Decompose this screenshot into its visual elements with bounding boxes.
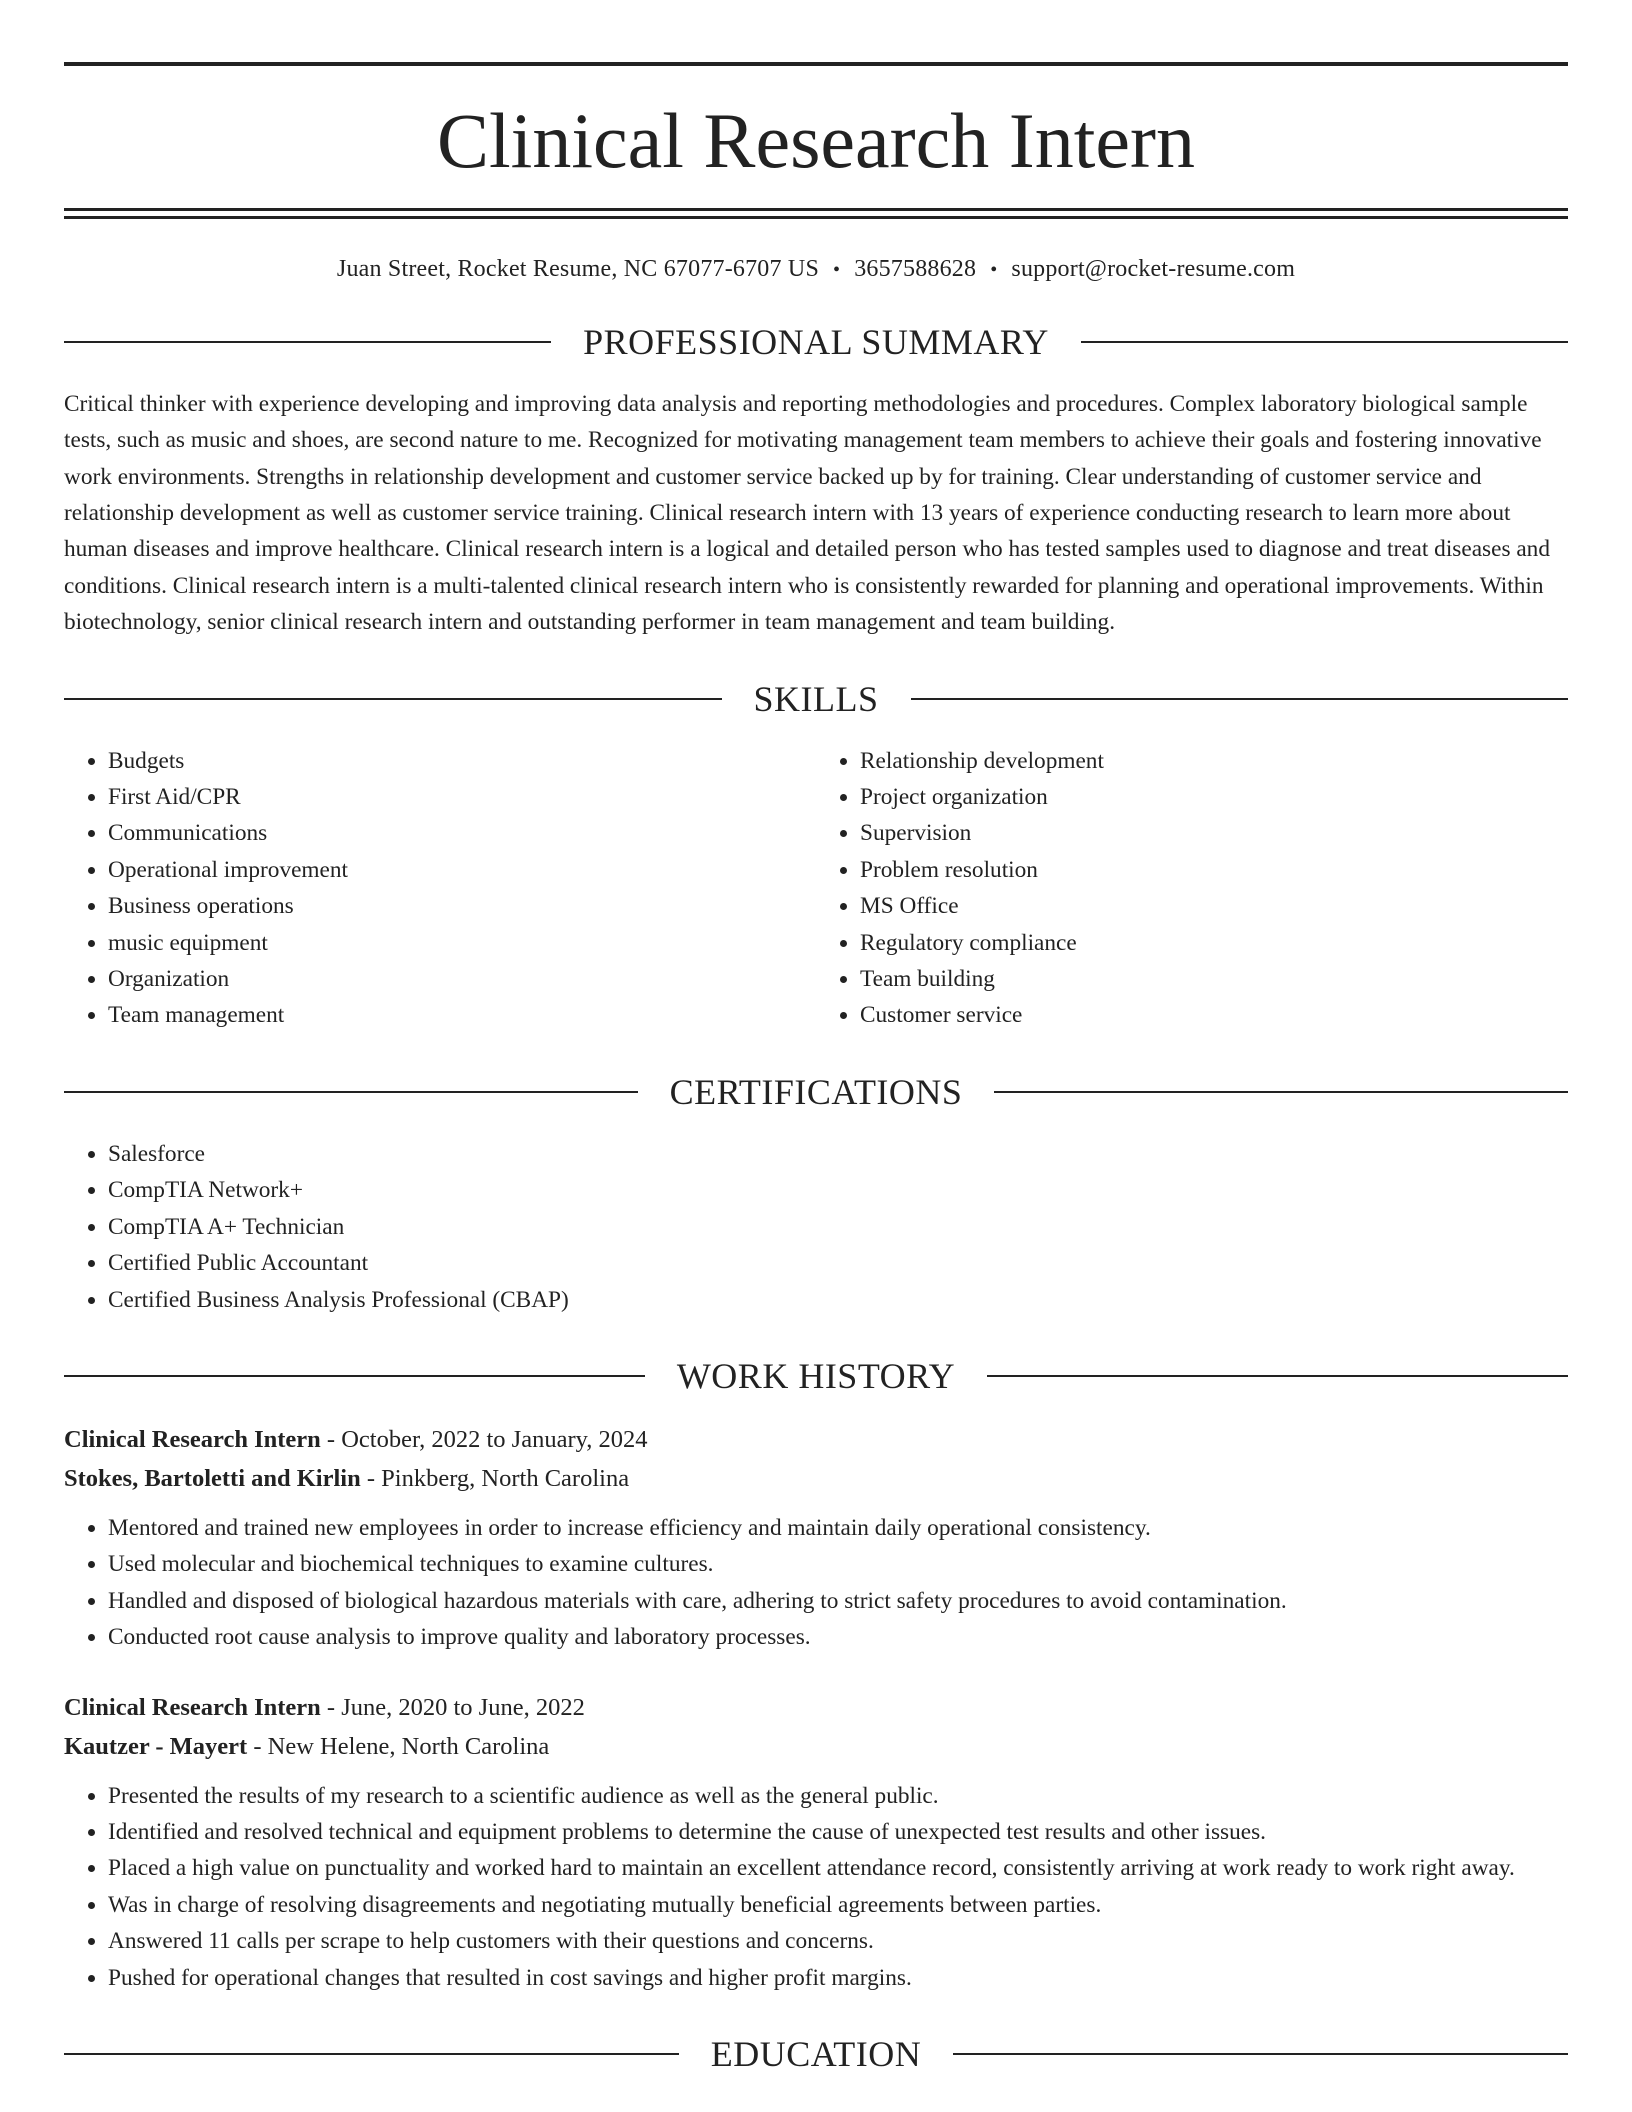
job-bullet: • Mentored and trained new employees in order to increase efficiency and maintain daily operational consistency. — [108, 1510, 1568, 1546]
skills-list-left — [64, 743, 816, 1034]
job-dates: - October, 2022 to January, 2024 — [320, 1425, 648, 1453]
job-bullet: • Answered 11 calls per scrape to help customers with their questions and concerns. — [108, 1923, 1568, 1959]
job-heading — [64, 1688, 1568, 1766]
section-rule — [64, 2053, 679, 2055]
skill-item: • Relationship development — [860, 743, 1568, 779]
job-title: Clinical Research Intern — [64, 1425, 321, 1453]
skill-item: • Team management — [108, 997, 816, 1033]
header-rule-top — [64, 62, 1568, 66]
section-header-certifications — [64, 1071, 1568, 1112]
skill-item: • Regulatory compliance — [860, 925, 1568, 961]
header-rule-double — [64, 208, 1568, 219]
job-bullets — [64, 1778, 1568, 1996]
job-company: Stokes, Bartoletti and Kirlin — [64, 1464, 361, 1492]
job-bullet: • Pushed for operational changes that resulted in cost savings and higher profit margins. — [108, 1960, 1568, 1996]
skill-item: • Supervision — [860, 815, 1568, 851]
resume-page — [64, 62, 1568, 2072]
skill-item: • Business operations — [108, 888, 816, 924]
job-company: Kautzer - Mayert — [64, 1732, 248, 1760]
section-rule — [911, 698, 1569, 700]
skill-item: • Problem resolution — [860, 852, 1568, 888]
certifications-list — [64, 1136, 1568, 1318]
section-header-education — [64, 2033, 1568, 2074]
skill-item: • MS Office — [860, 888, 1568, 924]
job-bullet: • Was in charge of resolving disagreements and negotiating mutually beneficial agreements between parties. — [108, 1887, 1568, 1923]
certification-item: • CompTIA Network+ — [108, 1172, 1568, 1208]
section-header-summary — [64, 321, 1568, 362]
job-bullet: • Placed a high value on punctuality and worked hard to maintain an excellent attendance record, consistently arriving at work ready to work right away. — [108, 1850, 1568, 1886]
job-bullet: • Presented the results of my research to a scientific audience as well as the general public. — [108, 1778, 1568, 1814]
section-header-skills — [64, 678, 1568, 719]
section-rule — [1081, 341, 1568, 343]
job-bullet: • Conducted root cause analysis to improve quality and laboratory processes. — [108, 1619, 1568, 1655]
certification-item: • Salesforce — [108, 1136, 1568, 1172]
section-rule — [987, 1375, 1568, 1377]
section-title-work: WORK HISTORY — [676, 1355, 956, 1396]
section-rule — [64, 341, 551, 343]
job-bullet: • Identified and resolved technical and equipment problems to determine the cause of unexpected test results and other issues. — [108, 1814, 1568, 1850]
job-bullets — [64, 1510, 1568, 1656]
contact-email[interactable]: support@rocket-resume.com — [1011, 256, 1296, 282]
contact-line — [64, 255, 1568, 284]
certification-item: • CompTIA A+ Technician — [108, 1209, 1568, 1245]
section-title-summary: PROFESSIONAL SUMMARY — [583, 321, 1049, 362]
job-location: - Pinkberg, North Carolina — [360, 1464, 630, 1492]
job-bullet: • Handled and disposed of biological hazardous materials with care, adhering to strict safety procedures to avoid contamination. — [108, 1583, 1568, 1619]
section-rule — [994, 1091, 1568, 1093]
skill-item: • music equipment — [108, 925, 816, 961]
section-rule — [64, 1375, 645, 1377]
section-title-education: EDUCATION — [710, 2033, 922, 2074]
skill-item: • First Aid/CPR — [108, 779, 816, 815]
skill-item: • Project organization — [860, 779, 1568, 815]
contact-phone: 3657588628 — [854, 256, 977, 282]
job-dates: - June, 2020 to June, 2022 — [320, 1693, 585, 1721]
section-title-certifications: CERTIFICATIONS — [669, 1071, 963, 1112]
section-title-skills: SKILLS — [753, 678, 879, 719]
contact-separator: • — [833, 259, 841, 281]
resume-title: Clinical Research Intern — [436, 97, 1196, 184]
skill-item: • Team building — [860, 961, 1568, 997]
skill-item: • Operational improvement — [108, 852, 816, 888]
skills-list-right — [816, 743, 1568, 1034]
job-bullet: • Used molecular and biochemical techniques to examine cultures. — [108, 1546, 1568, 1582]
skills-columns — [64, 743, 1568, 1034]
skill-item: • Organization — [108, 961, 816, 997]
job-heading — [64, 1420, 1568, 1498]
section-rule — [64, 698, 722, 700]
section-rule — [64, 1091, 638, 1093]
certification-item: • Certified Public Accountant — [108, 1245, 1568, 1281]
contact-separator: • — [990, 259, 998, 281]
job-entry — [64, 1688, 1568, 1996]
summary-text: Critical thinker with experience developing and improving data analysis and reporting methodologies and procedures. Complex laboratory biological sample tests, such as music and shoes, are second nature to me. Recognized for motivating management team members to achieve their goals and fostering innovative work environments. Strengths in relationship development and customer service backed up by for training. Clear understanding of customer service and relationship development as well as customer service training. Clinical research intern with 13 years of experience conducting research to learn more about human diseases and improve healthcare. Clinical research intern is a logical and detailed person who has tested samples used to diagnose and treat diseases and conditions. Clinical research intern is a multi-talented clinical research intern who is consistently rewarded for planning and operational improvements. Within biotechnology, senior clinical research intern and outstanding performer in team management and team building. — [64, 390, 1550, 636]
job-title: Clinical Research Intern — [64, 1693, 321, 1721]
skill-item: • Communications — [108, 815, 816, 851]
job-entry — [64, 1420, 1568, 1656]
section-rule — [953, 2053, 1568, 2055]
contact-address: Juan Street, Rocket Resume, NC 67077-6707 US — [336, 256, 819, 282]
skill-item: • Customer service — [860, 997, 1568, 1033]
certification-item: • Certified Business Analysis Professional (CBAP) — [108, 1282, 1568, 1318]
skill-item: • Budgets — [108, 743, 816, 779]
job-location: - New Helene, North Carolina — [247, 1732, 550, 1760]
section-header-work — [64, 1355, 1568, 1396]
